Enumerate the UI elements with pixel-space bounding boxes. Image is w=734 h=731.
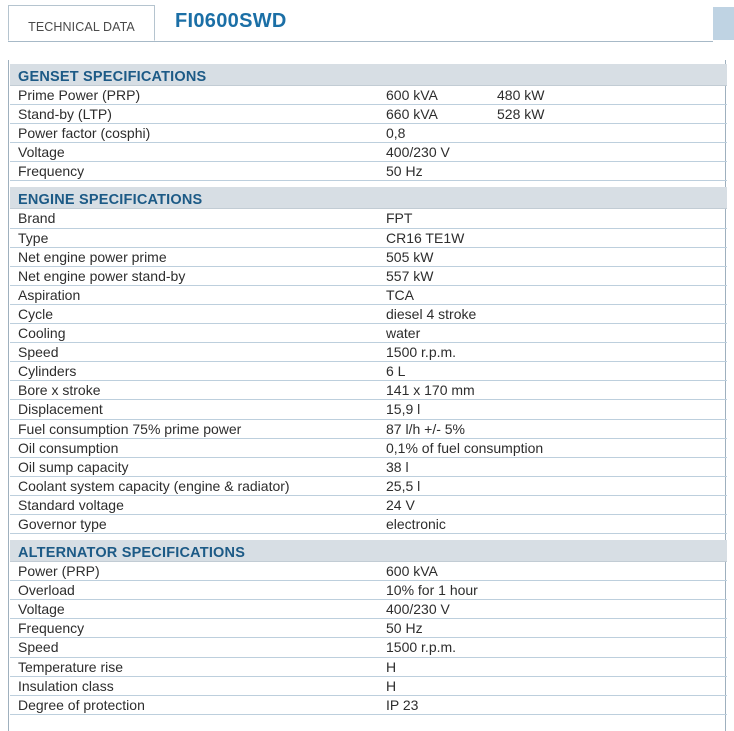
spec-value: water: [386, 325, 421, 342]
spec-value: 400/230 V: [386, 144, 450, 161]
spec-value: TCA: [386, 286, 414, 303]
spec-label: Voltage: [18, 144, 65, 161]
spec-row: [10, 562, 727, 581]
spec-label: Cooling: [18, 325, 66, 342]
spec-value: 600 kVA: [386, 563, 438, 580]
spec-row: [10, 124, 727, 143]
spec-row: [10, 209, 727, 228]
corner-accent-bar: [713, 7, 734, 40]
spec-label: Governor type: [18, 515, 107, 532]
spec-value: 600 kVA: [386, 87, 438, 103]
spec-value-secondary: 528 kW: [497, 106, 545, 123]
spec-value-secondary: 480 kW: [497, 87, 545, 103]
spec-label: Frequency: [18, 620, 85, 637]
section-header: ENGINE SPECIFICATIONS: [10, 187, 727, 209]
spec-row: [10, 581, 727, 600]
spec-value: 50 Hz: [386, 620, 423, 637]
spec-row: [10, 677, 727, 696]
spec-label: Prime Power (PRP): [18, 87, 141, 103]
spec-row: [10, 162, 727, 181]
spec-value: 38 l: [386, 458, 409, 475]
spec-label: Oil consumption: [18, 439, 119, 456]
spec-row: [10, 86, 727, 105]
spec-row: [10, 381, 727, 400]
spec-value: electronic: [386, 515, 446, 532]
spec-value: 25,5 l: [386, 477, 421, 494]
spec-value: 0,1% of fuel consumption: [386, 439, 544, 456]
spec-label: Type: [18, 229, 49, 246]
spec-label: Stand-by (LTP): [18, 106, 112, 123]
spec-label: Degree of protection: [18, 696, 145, 713]
spec-row: [10, 658, 727, 677]
spec-row: [10, 420, 727, 439]
tab-bar: [8, 5, 713, 42]
tab-technical-data[interactable]: TECHNICAL DATA: [8, 5, 155, 41]
spec-value: 141 x 170 mm: [386, 382, 475, 399]
spec-row: [10, 324, 727, 343]
spec-value: 557 kW: [386, 267, 434, 284]
spec-value: 15,9 l: [386, 401, 421, 418]
spec-value: 6 L: [386, 363, 406, 380]
spec-label: Coolant system capacity (engine & radiator): [18, 477, 290, 494]
spec-value: diesel 4 stroke: [386, 305, 477, 322]
spec-value: 87 l/h +/- 5%: [386, 420, 465, 437]
spec-row: [10, 105, 727, 124]
spec-label: Voltage: [18, 601, 65, 618]
spec-label: Bore x stroke: [18, 382, 101, 399]
spec-row: [10, 477, 727, 496]
spec-row: [10, 638, 727, 657]
model-title: FI0600SWD: [175, 10, 287, 32]
spec-label: Net engine power stand-by: [18, 267, 186, 284]
spec-label: Frequency: [18, 163, 85, 180]
spec-value: 660 kVA: [386, 106, 438, 123]
spec-label: Standard voltage: [18, 496, 124, 513]
spec-row: [10, 143, 727, 162]
spec-value: FPT: [386, 210, 413, 227]
section-header: ALTERNATOR SPECIFICATIONS: [10, 540, 727, 562]
spec-label: Speed: [18, 639, 59, 656]
spec-label: Fuel consumption 75% prime power: [18, 420, 242, 437]
spec-label: Temperature rise: [18, 658, 124, 675]
spec-label: Power factor (cosphi): [18, 125, 151, 142]
spec-label: Net engine power prime: [18, 248, 167, 265]
spec-row: [10, 515, 727, 534]
spec-row: [10, 496, 727, 515]
spec-row: [10, 229, 727, 248]
spec-row: [10, 458, 727, 477]
spec-row: [10, 619, 727, 638]
spec-value: 1500 r.p.m.: [386, 344, 457, 361]
spec-row: [10, 286, 727, 305]
spec-label: Insulation class: [18, 677, 114, 694]
spec-value: H: [386, 677, 397, 694]
spec-label: Overload: [18, 582, 75, 599]
spec-value: 10% for 1 hour: [386, 582, 478, 599]
spec-value: 0,8: [386, 125, 406, 142]
spec-row: [10, 362, 727, 381]
spec-label: Speed: [18, 344, 59, 361]
spec-value: H: [386, 658, 397, 675]
spec-label: Oil sump capacity: [18, 458, 129, 475]
spec-row: [10, 248, 727, 267]
spec-row: [10, 400, 727, 419]
spec-value: 50 Hz: [386, 163, 423, 180]
spec-row: [10, 600, 727, 619]
spec-row: [10, 696, 727, 715]
spec-row: [10, 267, 727, 286]
spec-row: [10, 305, 727, 324]
spec-value: 24 V: [386, 496, 415, 513]
spec-label: Cycle: [18, 305, 54, 322]
spec-label: Power (PRP): [18, 563, 100, 580]
spec-row: [10, 439, 727, 458]
spec-label: Cylinders: [18, 363, 77, 380]
spec-value: IP 23: [386, 696, 419, 713]
section-header: GENSET SPECIFICATIONS: [10, 64, 727, 86]
spec-label: Displacement: [18, 401, 103, 418]
spec-value: 400/230 V: [386, 601, 450, 618]
spec-row: [10, 343, 727, 362]
spec-value: 505 kW: [386, 248, 434, 265]
spec-content: [10, 64, 727, 715]
spec-label: Aspiration: [18, 286, 81, 303]
spec-value: CR16 TE1W: [386, 229, 465, 246]
spec-label: Brand: [18, 210, 56, 227]
spec-value: 1500 r.p.m.: [386, 639, 457, 656]
